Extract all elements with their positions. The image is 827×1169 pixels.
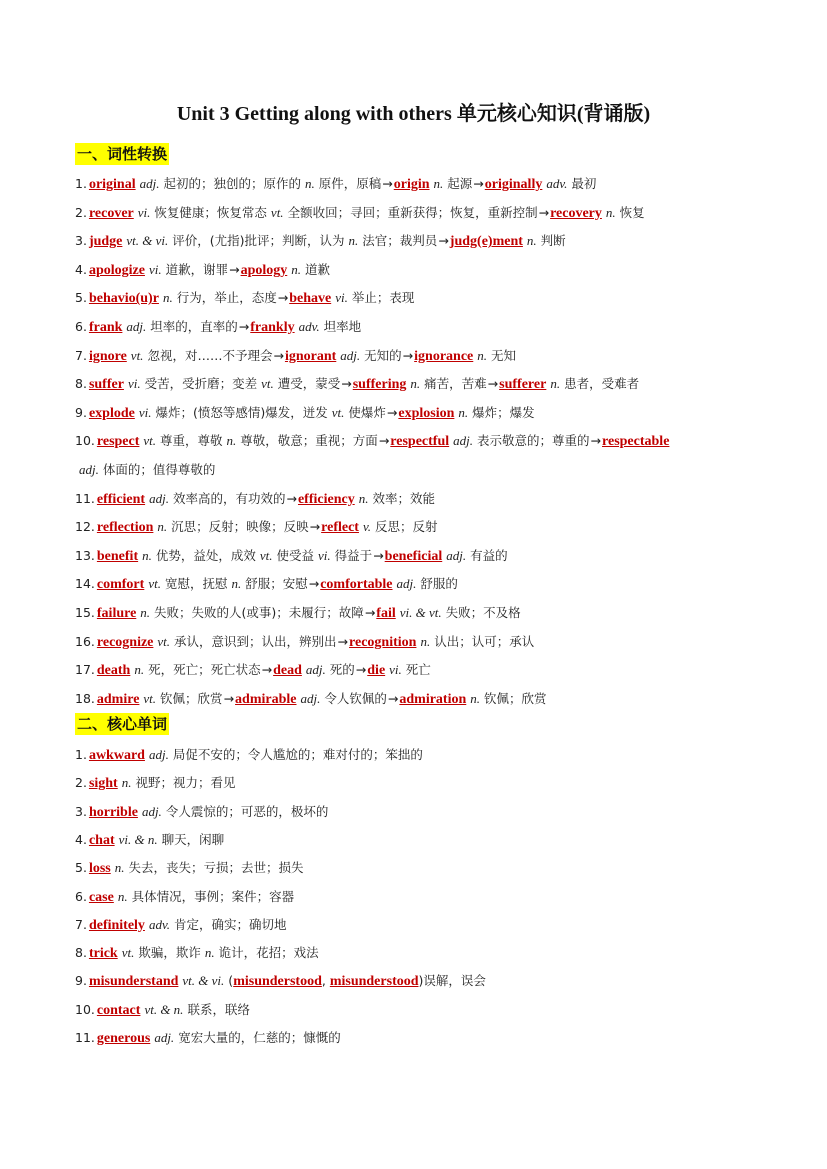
definition-text: 死亡: [405, 662, 431, 678]
part-of-speech: vt.: [143, 690, 157, 706]
part-of-speech: adj.: [126, 319, 147, 334]
definition-text: 原件，原稿: [318, 176, 382, 191]
part-of-speech: n.: [140, 605, 151, 620]
section-heading: 二、核心单词: [77, 715, 168, 733]
vocab-entry: [75, 690, 547, 709]
part-of-speech: adj.: [148, 747, 169, 762]
definition-text: 坦率地: [323, 319, 362, 334]
part-of-speech: vt.: [148, 576, 161, 592]
entry-number: 7.: [75, 347, 87, 363]
vocab-entry: [75, 547, 508, 566]
arrow: →: [341, 376, 352, 392]
vocab-entry: [75, 461, 215, 479]
vocab-entry: [75, 261, 330, 280]
part-of-speech: n.: [117, 888, 128, 904]
entry-number: 9.: [75, 404, 87, 420]
keyword: admirable: [235, 691, 297, 707]
keyword: frank: [88, 320, 123, 335]
vocab-entry: [75, 175, 596, 194]
part-of-speech: adj.: [300, 690, 321, 706]
part-of-speech: vi.: [127, 376, 141, 392]
keyword: admiration: [399, 691, 467, 707]
part-of-speech: vi.: [138, 404, 152, 420]
arrow: →: [378, 433, 390, 449]
vocab-entry: [75, 859, 304, 878]
arrow: →: [229, 261, 240, 277]
keyword: definitely: [88, 917, 145, 933]
keyword: generous: [96, 1031, 151, 1046]
entry-number: 11.: [75, 1030, 95, 1045]
part-of-speech: vi.: [389, 662, 402, 678]
part-of-speech: vt.: [143, 433, 157, 449]
keyword: ignorant: [284, 348, 337, 364]
entry-number: 18.: [75, 690, 95, 706]
definition-text: 舒服的: [420, 576, 458, 592]
keyword: dead: [273, 663, 302, 679]
definition-text: 判断: [540, 233, 566, 249]
keyword: recovery: [550, 205, 602, 221]
keyword: suffering: [352, 377, 407, 393]
arrow: →: [590, 433, 602, 449]
entry-number: 16.: [75, 633, 95, 649]
keyword: case: [88, 889, 114, 905]
definition-text: 使爆炸: [348, 404, 386, 420]
arrow: →: [373, 547, 384, 563]
part-of-speech: vt.: [121, 945, 135, 961]
vocab-entry: [75, 318, 361, 337]
keyword: origin: [393, 177, 430, 192]
part-of-speech: vt. & vi.: [126, 233, 169, 249]
part-of-speech: vt.: [157, 633, 171, 649]
definition-text: 尊敬，敬意；重视；方面: [240, 433, 378, 449]
keyword: efficient: [96, 491, 146, 507]
keyword: explode: [88, 405, 135, 421]
keyword: recover: [88, 205, 134, 221]
part-of-speech: vt. & n.: [144, 1001, 184, 1017]
arrow: →: [387, 690, 399, 706]
vocab-entry: [75, 774, 236, 793]
definition-text: 爆炸；(愤怒等感情)爆发，迸发: [155, 404, 328, 420]
part-of-speech: n.: [114, 860, 125, 876]
entry-number: 12.: [75, 519, 95, 535]
arrow: →: [337, 633, 349, 649]
keyword: misunderstood: [233, 974, 322, 990]
keyword: behavio(u)r: [88, 291, 159, 307]
definition-text: 得益于: [334, 547, 373, 563]
part-of-speech: adv.: [298, 319, 320, 334]
part-of-speech: adj.: [396, 576, 417, 592]
keyword: misunderstood: [329, 974, 419, 990]
vocab-entry: [75, 404, 535, 423]
keyword: horrible: [88, 804, 138, 820]
part-of-speech: n.: [291, 261, 302, 277]
definition-text: 全额收回；寻回；重新获得；恢复，重新控制: [287, 204, 538, 220]
definition-text: 起源: [447, 176, 473, 191]
arrow: →: [308, 576, 320, 592]
entry-number: 3.: [75, 803, 87, 819]
arrow: →: [355, 662, 367, 678]
vocab-entry: [75, 916, 287, 935]
definition-text: 死的: [329, 662, 355, 678]
definition-text: 无知: [491, 347, 517, 363]
definition-text: 使受益: [276, 547, 315, 563]
part-of-speech: adj.: [453, 433, 474, 449]
entry-number: 14.: [75, 576, 95, 592]
part-of-speech: n.: [358, 490, 369, 506]
definition-text: 聊天，闲聊: [161, 831, 225, 847]
entry-number: 10.: [75, 433, 95, 449]
definition-text: 钦佩；欣赏: [160, 690, 223, 706]
keyword: respectable: [602, 434, 670, 450]
part-of-speech: adv.: [148, 916, 170, 932]
definition-text: 恢复: [619, 204, 645, 220]
definition-text: 忽视，对……不予理会: [147, 347, 273, 363]
definition-text: 宽慰，抚慰: [164, 576, 228, 592]
part-of-speech: adv.: [546, 176, 568, 191]
part-of-speech: n.: [162, 290, 173, 306]
arrow: →: [382, 176, 393, 191]
part-of-speech: n.: [526, 233, 537, 249]
definition-text: 举止；表现: [351, 290, 415, 306]
vocab-entry: [75, 944, 319, 963]
arrow: →: [487, 376, 499, 392]
definition-text: ,: [321, 973, 330, 989]
part-of-speech: n.: [605, 204, 616, 220]
entry-number: 1.: [75, 176, 87, 191]
part-of-speech: vt.: [331, 404, 345, 420]
part-of-speech: n.: [157, 519, 168, 535]
keyword: judg(e)ment: [449, 234, 523, 250]
entry-number: 4.: [75, 261, 87, 277]
part-of-speech: n.: [348, 233, 359, 249]
arrow: →: [438, 233, 449, 249]
definition-text: 尊重，尊敬: [160, 433, 223, 449]
definition-text: 令人钦佩的: [324, 690, 387, 706]
entry-number: 5.: [75, 860, 87, 876]
entry-number: 7.: [75, 916, 87, 932]
definition-text: 最初: [571, 176, 597, 191]
vocab-entry: [75, 604, 521, 623]
entry-number: 10.: [75, 1001, 95, 1017]
definition-text: 恢复健康；恢复常态: [154, 204, 267, 220]
vocab-entry: [75, 746, 423, 765]
entry-number: 4.: [75, 831, 87, 847]
keyword: explosion: [398, 405, 455, 421]
part-of-speech: v.: [362, 519, 372, 535]
definition-text: 失败；不及格: [445, 605, 521, 620]
keyword: trick: [88, 946, 118, 962]
part-of-speech: n.: [134, 662, 145, 678]
part-of-speech: vi.: [335, 290, 348, 306]
keyword: chat: [88, 832, 115, 848]
part-of-speech: adj.: [141, 803, 162, 819]
definition-text: 坦率的，直率的: [150, 319, 238, 334]
keyword: ignorance: [414, 348, 474, 364]
part-of-speech: n.: [410, 376, 421, 392]
keyword: originally: [484, 177, 543, 192]
part-of-speech: n.: [305, 176, 315, 191]
definition-text: 失败；失败的人(或事)；未履行；故障: [154, 605, 364, 620]
part-of-speech: vt.: [270, 204, 284, 220]
vocab-entry: [75, 518, 438, 537]
definition-text: 行为，举止，态度: [176, 290, 277, 306]
entry-number: 13.: [75, 547, 95, 563]
part-of-speech: vi. & vt.: [399, 605, 442, 620]
definition-text: 无知的: [364, 347, 402, 363]
part-of-speech: n.: [458, 404, 469, 420]
definition-text: 沉思；反射；映像；反映: [171, 519, 309, 535]
vocab-entry: [75, 888, 294, 907]
keyword: recognition: [349, 634, 417, 650]
definition-text: 宽宏大量的，仁慈的；慷慨的: [178, 1030, 341, 1045]
definition-text: 具体情况，事例；案件；容器: [131, 888, 295, 904]
entry-number: 17.: [75, 662, 95, 678]
definition-text: 承认，意识到；认出，辨别出: [174, 633, 337, 649]
keyword: contact: [96, 1002, 141, 1018]
vocab-entry: [75, 347, 516, 366]
part-of-speech: adj.: [149, 490, 169, 506]
definition-text: 评价，(尤指)批评；判断，认为: [172, 233, 345, 249]
part-of-speech: vt.: [261, 376, 274, 392]
definition-text: 认出；认可；承认: [434, 633, 535, 649]
vocab-entry: [75, 831, 224, 850]
keyword: reflect: [321, 520, 359, 536]
definition-text: 失去，丧失；亏损；去世；损失: [128, 860, 304, 876]
keyword: awkward: [88, 748, 145, 763]
keyword: judge: [88, 234, 123, 250]
keyword: respectful: [390, 434, 450, 450]
keyword: sight: [88, 776, 118, 792]
entry-number: 11.: [75, 490, 95, 506]
part-of-speech: adj.: [305, 662, 326, 678]
entry-number: 3.: [75, 233, 87, 249]
part-of-speech: n.: [550, 376, 561, 392]
part-of-speech: vi. & n.: [118, 831, 158, 847]
arrow: →: [402, 347, 414, 363]
keyword: original: [88, 177, 136, 192]
definition-text: 诡计，花招；戏法: [218, 945, 319, 961]
vocab-entry: [75, 432, 669, 451]
definition-text: 法官；裁判员: [362, 233, 438, 249]
part-of-speech: adj.: [154, 1030, 175, 1045]
vocab-entry: [75, 375, 639, 394]
arrow: →: [538, 204, 550, 220]
definition-text: 有益的: [470, 547, 508, 563]
part-of-speech: vt.: [130, 347, 144, 363]
keyword: death: [96, 663, 131, 679]
entry-number: 8.: [75, 376, 87, 392]
part-of-speech: n.: [433, 176, 444, 191]
entry-number: 6.: [75, 888, 87, 904]
keyword: misunderstand: [88, 974, 179, 990]
keyword: frankly: [250, 320, 295, 335]
part-of-speech: adj.: [446, 547, 467, 563]
entry-number: 2.: [75, 775, 87, 791]
definition-text: 体面的；值得尊敬的: [102, 462, 216, 477]
entry-number: 5.: [75, 290, 87, 306]
definition-text: 道歉: [305, 261, 331, 277]
keyword: apologize: [88, 262, 145, 278]
keyword: respect: [96, 434, 140, 450]
definition-text: 痛苦，苦难: [424, 376, 487, 392]
definition-text: 表示敬意的；尊重的: [477, 433, 590, 449]
vocab-entry: [75, 972, 486, 991]
vocab-entry: [75, 633, 534, 652]
part-of-speech: n.: [477, 347, 488, 363]
keyword: failure: [96, 606, 137, 621]
part-of-speech: vi.: [148, 261, 162, 277]
keyword: loss: [88, 861, 111, 877]
definition-text: 起初的；独创的；原作的: [163, 176, 301, 191]
keyword: comfort: [96, 577, 145, 593]
arrow: →: [277, 290, 289, 306]
definition-text: 效率；效能: [372, 490, 435, 506]
entry-number: 9.: [75, 973, 87, 989]
vocab-entry: [75, 1029, 341, 1048]
keyword: benefit: [96, 548, 139, 564]
vocab-entry: [75, 289, 414, 308]
part-of-speech: n.: [226, 433, 237, 449]
definition-text: 视野；视力；看见: [135, 775, 236, 791]
part-of-speech: n.: [204, 945, 215, 961]
vocab-entry: [75, 1001, 250, 1020]
keyword: sufferer: [499, 377, 547, 393]
arrow: →: [261, 662, 273, 678]
part-of-speech: vt. & vi.: [182, 973, 225, 989]
definition-text: 舒服；安慰: [245, 576, 308, 592]
part-of-speech: vi.: [137, 204, 151, 220]
definition-text: 欺骗，欺诈: [138, 945, 201, 961]
definition-text: (: [228, 973, 234, 989]
keyword: recognize: [96, 634, 154, 650]
definition-text: 优势，益处，成效: [155, 547, 256, 563]
vocab-entry: [75, 204, 645, 223]
definition-text: 受苦，受折磨；变差: [144, 376, 258, 392]
definition-text: 钦佩；欣赏: [484, 690, 547, 706]
entry-number: 15.: [75, 605, 95, 620]
part-of-speech: n.: [142, 547, 152, 563]
vocab-entry: [75, 490, 435, 509]
entry-number: 6.: [75, 319, 87, 334]
entry-number: 2.: [75, 204, 87, 220]
keyword: behave: [289, 291, 332, 307]
definition-text: 局促不安的；令人尴尬的；难对付的；笨拙的: [172, 747, 423, 762]
definition-text: 患者，受难者: [564, 376, 640, 392]
definition-text: 肯定，确实；确切地: [174, 916, 287, 932]
arrow: →: [273, 347, 284, 363]
definition-text: )误解，误会: [418, 973, 486, 989]
part-of-speech: n.: [420, 633, 431, 649]
arrow: →: [223, 690, 235, 706]
arrow: →: [309, 519, 321, 535]
part-of-speech: adj.: [340, 347, 361, 363]
keyword: apology: [240, 262, 288, 278]
arrow: →: [386, 404, 398, 420]
keyword: reflection: [96, 520, 154, 536]
arrow: →: [473, 176, 484, 191]
arrow: →: [286, 490, 297, 506]
arrow: →: [364, 605, 376, 620]
definition-text: 爆炸；爆发: [472, 404, 535, 420]
keyword: die: [367, 663, 386, 679]
part-of-speech: vi.: [318, 547, 331, 563]
keyword: ignore: [88, 348, 127, 364]
part-of-speech: n.: [470, 690, 481, 706]
definition-text: 效率高的，有功效的: [172, 490, 286, 506]
keyword: fail: [376, 606, 396, 621]
definition-text: 道歉，谢罪: [165, 261, 229, 277]
definition-text: 死，死亡；死亡状态: [148, 662, 261, 678]
keyword: admire: [96, 691, 140, 707]
part-of-speech: vt.: [259, 547, 273, 563]
keyword: comfortable: [320, 577, 393, 593]
entry-number: 8.: [75, 945, 87, 961]
definition-text: 遭受，蒙受: [277, 376, 341, 392]
keyword: suffer: [88, 377, 124, 393]
vocab-entry: [75, 661, 431, 680]
keyword: efficiency: [297, 491, 355, 507]
arrow: →: [238, 319, 250, 334]
definition-text: 令人震惊的；可恶的，极坏的: [165, 803, 329, 819]
vocab-entry: [75, 803, 328, 822]
vocab-entry: [75, 575, 458, 594]
section-heading: 一、词性转换: [77, 145, 168, 163]
page-title: Unit 3 Getting along with others 单元核心知识(背诵版): [176, 103, 651, 125]
vocab-entry: [75, 232, 566, 251]
definition-text: 联系，联络: [187, 1001, 250, 1017]
part-of-speech: n.: [121, 775, 132, 791]
part-of-speech: adj.: [79, 462, 99, 477]
part-of-speech: n.: [231, 576, 242, 592]
definition-text: 反思；反射: [375, 519, 438, 535]
keyword: beneficial: [384, 548, 443, 564]
part-of-speech: adj.: [139, 176, 160, 191]
entry-number: 1.: [75, 747, 87, 762]
